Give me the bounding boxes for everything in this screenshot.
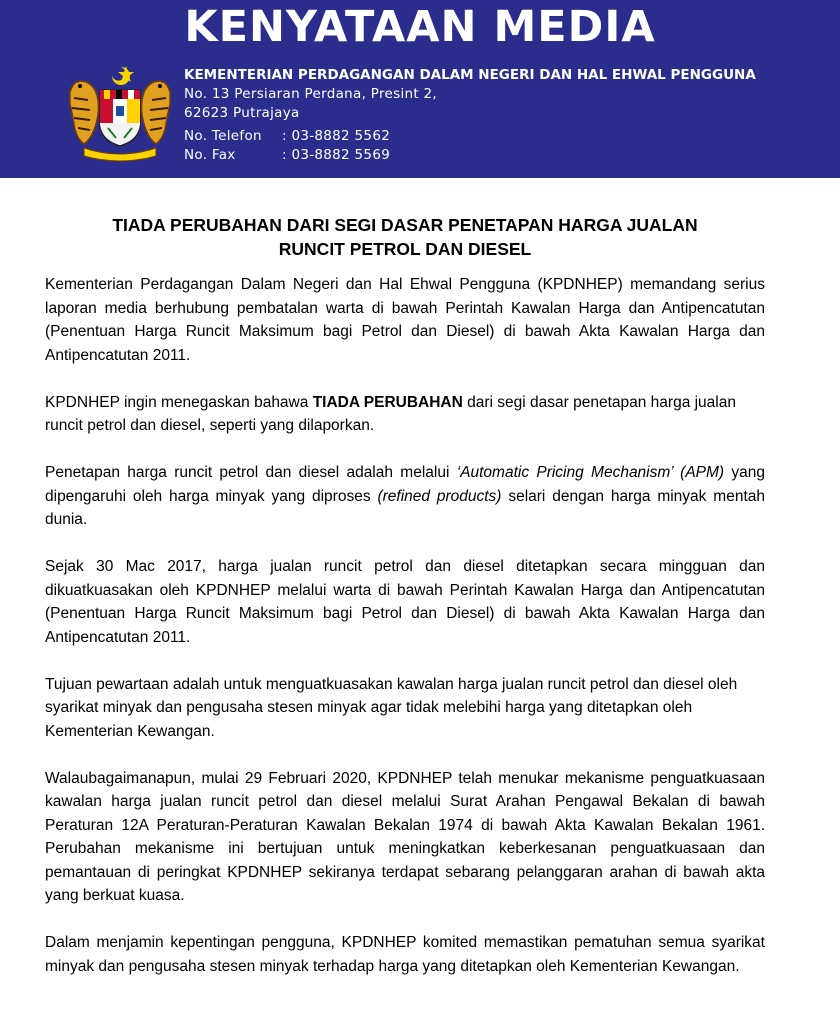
paragraph-7: Dalam menjamin kepentingan pengguna, KPDNHEP komited memastikan pematuhan semua syarikat minyak dan pengusaha stesen minyak terhadap harga yang ditetapkan oleh Kementerian Kewangan. [45,934,765,975]
phone-row [184,127,756,146]
document-body [45,273,765,1002]
paragraph-3-italic-apm: ‘Automatic Pricing Mechanism’ (APM) [456,464,725,481]
document-title-line-2: RUNCIT PETROL DAN DIESEL [278,239,532,259]
banner-title: KENYATAAN MEDIA [184,2,656,52]
paragraph-2-emphasis: TIADA PERUBAHAN [312,393,463,411]
paragraph-4: Sejak 30 Mac 2017, harga jualan runcit petrol dan diesel ditetapkan secara mingguan dan dikuatkuasakan oleh KPDNHEP melalui warta di bawah Perintah Kawalan Harga dan Antipencatutan (Penentuan Harga Runcit Maksimum bagi Petrol dan Diesel) di bawah Akta Kawalan Harga dan Antipencatutan 2011. [45,558,765,646]
paragraph-2 [45,391,765,438]
phone-label: No. Telefon [184,128,262,144]
address-line-2: 62623 Putrajaya [184,105,300,121]
address-line-1: No. 13 Persiaran Perdana, Presint 2, [184,86,438,102]
paragraph-6: Walaubagaimanapun, mulai 29 Februari 2020, KPDNHEP telah menukar mekanisme penguatkuasaan kawalan harga jualan runcit petrol dan diesel melalui Surat Arahan Pengawal Bekalan di bawah Peraturan 12A Peraturan-Peraturan Kawalan Bekalan 1974 di bawah Akta Kawalan Bekalan 1961. Perubahan mekanisme ini bertujuan untuk meningkatkan keberkesanan penguatkuasaan dan pemantauan di peringkat KPDNHEP sekiranya terdapat sebarang pelanggaran arahan di bawah akta yang berkuat kuasa. [45,769,765,904]
paragraph-3 [45,461,765,532]
fax-label: No. Fax [184,147,236,163]
ministry-name: KEMENTERIAN PERDAGANGAN DALAM NEGERI DAN HAL EHWAL PENGGUNA [184,67,756,83]
document-title-line-1: TIADA PERUBAHAN DARI SEGI DASAR PENETAPAN HARGA JUALAN [112,215,698,235]
paragraph-3-text-c: selari dengan harga minyak mentah dunia. [45,487,765,528]
press-release-banner [0,0,840,178]
paragraph-3-text-b: yang dipengaruhi oleh harga minyak yang diproses [45,464,766,505]
paragraph-2-text-a: KPDNHEP ingin menegaskan bahawa [45,393,313,411]
paragraph-1: Kementerian Perdagangan Dalam Negeri dan Hal Ehwal Pengguna (KPDNHEP) memandang serius laporan media berhubung pembatalan warta di bawah Perintah Kawalan Harga dan Antipencatutan (Penentuan Harga Runcit Maksimum bagi Petrol dan Diesel) di bawah Akta Kawalan Harga dan Antipencatutan 2011. [45,276,765,364]
fax-row [184,146,756,165]
paragraph-3-italic-refined: (refined products) [377,487,502,505]
paragraph-3-text-a: Penetapan harga runcit petrol dan diesel adalah melalui [45,464,457,481]
ministry-info [184,66,756,165]
fax-value: : 03-8882 5569 [282,147,391,163]
phone-value: : 03-8882 5562 [282,128,391,144]
paragraph-2-text-b: dari segi dasar penetapan harga jualan runcit petrol dan diesel, seperti yang dilaporkan. [45,393,736,434]
document-title [40,213,770,261]
paragraph-5: Tujuan pewartaan adalah untuk menguatkuasakan kawalan harga jualan runcit petrol dan diesel oleh syarikat minyak dan pengusaha stesen minyak agar tidak melebihi harga yang ditetapkan oleh Kementerian Kewangan. [45,675,738,740]
malaysia-coat-of-arms-icon [60,62,180,162]
